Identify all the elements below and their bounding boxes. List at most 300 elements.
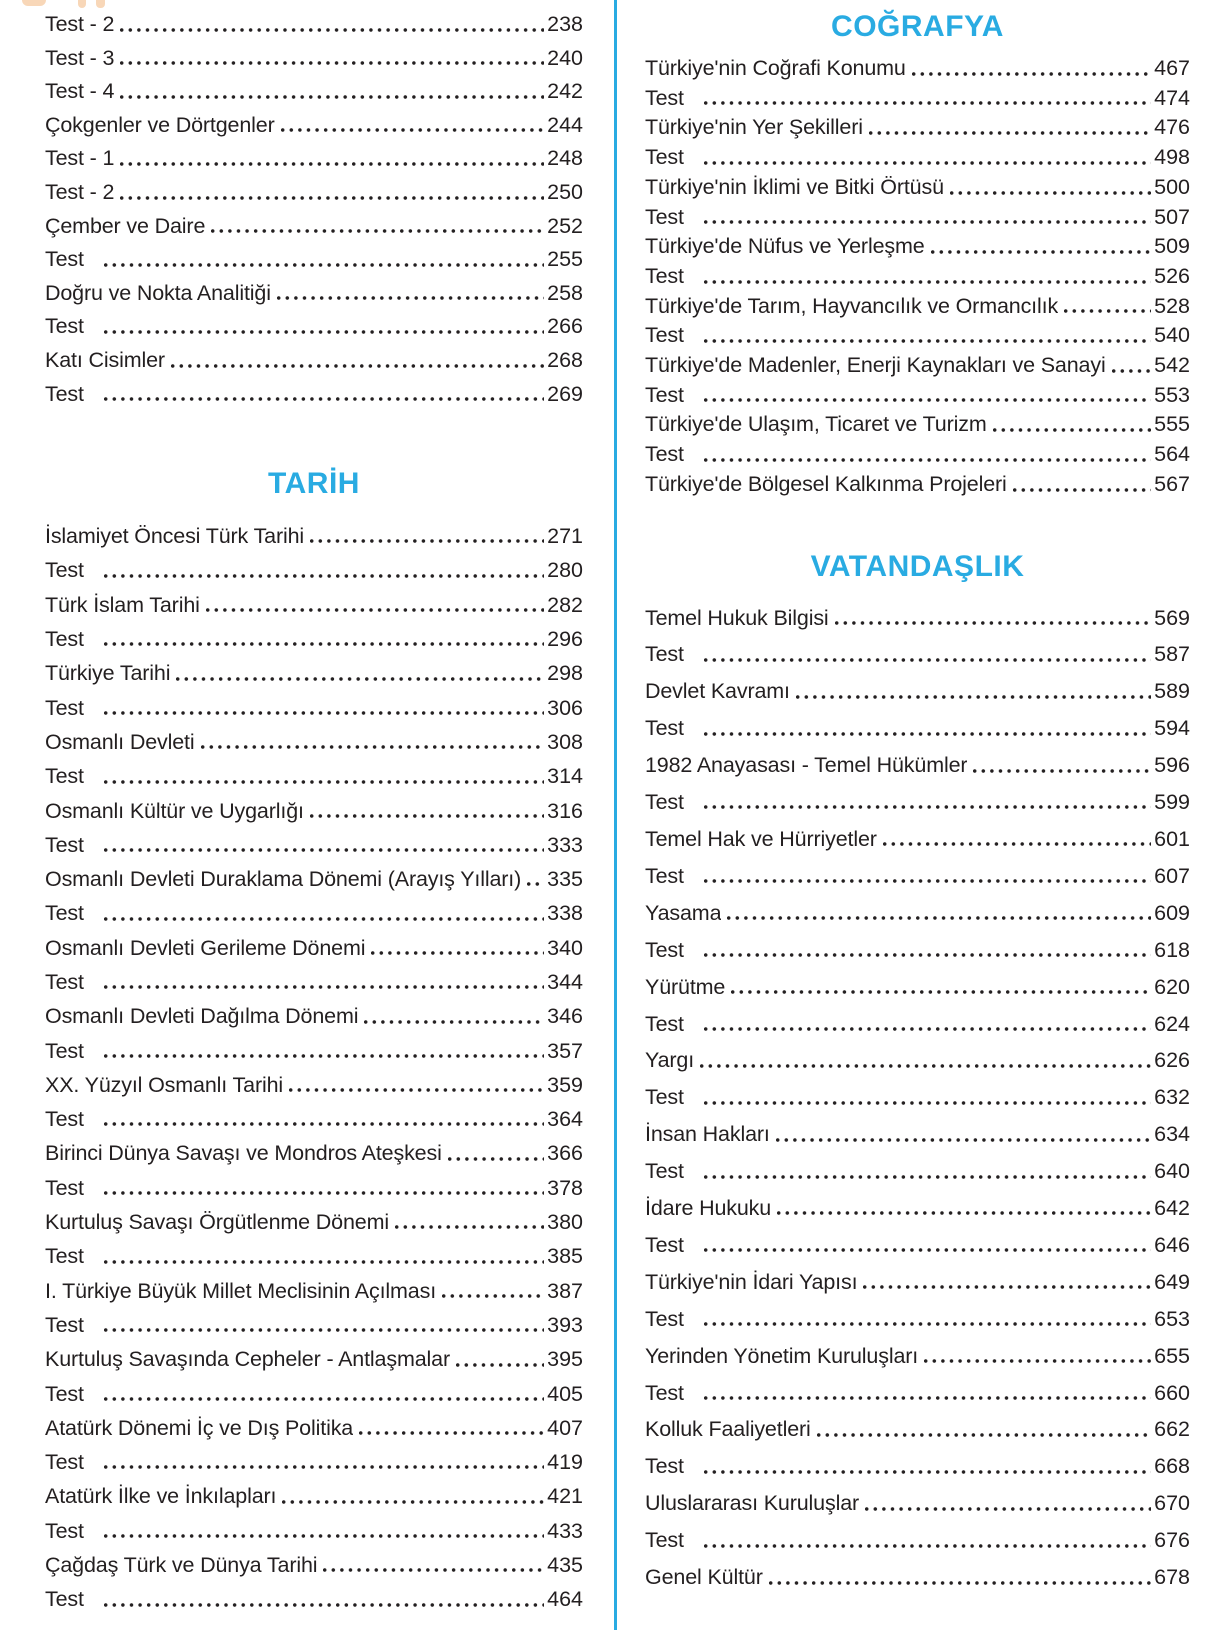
toc-row: [645, 710, 1190, 747]
toc-row: [45, 243, 583, 277]
toc-row: [45, 1136, 583, 1170]
toc-entry-page: 380: [547, 1210, 583, 1235]
toc-row: [645, 1042, 1190, 1079]
toc-entry-title: Test: [645, 1528, 684, 1553]
toc-row: [645, 1338, 1190, 1375]
toc-row: [645, 600, 1190, 637]
toc-entry-page: 589: [1154, 679, 1190, 704]
toc-entry-title: Test: [45, 627, 84, 652]
toc-row: [645, 1264, 1190, 1301]
dot-leader: [104, 397, 544, 401]
torn-edge-artifact: [78, 0, 86, 8]
section-header: VATANDAŞLIK: [810, 549, 1025, 583]
dot-leader: [281, 128, 545, 132]
toc-entry-page: 282: [547, 592, 583, 617]
toc-row: [45, 1068, 583, 1102]
toc-entry-title: Türkiye'de Madenler, Enerji Kaynakları ve Sanayi: [645, 353, 1106, 378]
toc-row: [645, 1522, 1190, 1559]
toc-row: [45, 1411, 583, 1445]
toc-entry-title: Türkiye Tarihi: [45, 661, 171, 686]
toc-entry-page: 405: [547, 1381, 583, 1406]
toc-row: [45, 1034, 583, 1068]
toc-entry-title: Test: [645, 1159, 684, 1184]
dot-leader: [863, 1285, 1151, 1289]
dot-leader: [176, 677, 544, 681]
toc-entry-title: Test: [645, 204, 684, 229]
dot-leader: [104, 985, 544, 989]
toc-row: [45, 931, 583, 965]
toc-entry-title: Test: [645, 1306, 684, 1331]
dot-leader: [950, 191, 1151, 195]
dot-leader: [704, 1544, 1151, 1548]
toc-row: [45, 1377, 583, 1411]
toc-entry-page: 660: [1154, 1380, 1190, 1405]
section-header: TARİH: [268, 467, 360, 501]
dot-leader: [835, 621, 1152, 625]
toc-row: [45, 828, 583, 862]
toc-entry-page: 540: [1154, 323, 1190, 348]
dot-leader: [704, 101, 1151, 105]
toc-entry-title: Türkiye'nin İklimi ve Bitki Örtüsü: [645, 174, 944, 199]
toc-row: [645, 54, 1190, 84]
toc-entry-title: Test - 1: [45, 146, 115, 171]
toc-entry-title: Test: [645, 863, 684, 888]
toc-row: [45, 794, 583, 828]
toc-entry-page: 393: [547, 1312, 583, 1337]
toc-entry-title: Test - 4: [45, 79, 115, 104]
toc-section: [645, 8, 1190, 500]
toc-row: [45, 378, 583, 412]
toc-entry-page: 258: [547, 280, 583, 305]
toc-entry-title: Test: [45, 1107, 84, 1132]
column-divider: [614, 0, 617, 1630]
toc-entry-page: 364: [547, 1107, 583, 1132]
toc-row: [645, 381, 1190, 411]
dot-leader: [442, 1294, 544, 1298]
toc-row: [645, 1485, 1190, 1522]
toc-entry-page: 620: [1154, 974, 1190, 999]
dot-leader: [120, 61, 544, 65]
dot-leader: [704, 805, 1151, 809]
toc-entry-title: Kurtuluş Savaşında Cepheler - Antlaşmalar: [45, 1347, 450, 1372]
toc-entry-title: Katı Cisimler: [45, 347, 165, 372]
toc-row: [645, 1411, 1190, 1448]
toc-row: [45, 759, 583, 793]
toc-entry-page: 642: [1154, 1196, 1190, 1221]
toc-row: [645, 292, 1190, 322]
toc-entry-page: 346: [547, 1004, 583, 1029]
toc-entry-page: 366: [547, 1141, 583, 1166]
dot-leader: [104, 574, 544, 578]
toc-row: [45, 42, 583, 76]
toc-entry-page: 306: [547, 695, 583, 720]
dot-leader: [704, 732, 1151, 736]
dot-leader: [704, 658, 1151, 662]
toc-entry-title: İslamiyet Öncesi Türk Tarihi: [45, 524, 305, 549]
toc-entry-page: 509: [1154, 234, 1190, 259]
toc-entry-title: Yürütme: [645, 974, 726, 999]
toc-entry-page: 507: [1154, 204, 1190, 229]
dot-leader: [104, 1603, 544, 1607]
toc-row: [45, 310, 583, 344]
toc-entry-page: 266: [547, 314, 583, 339]
toc-row: [645, 821, 1190, 858]
dot-leader: [104, 1397, 544, 1401]
toc-entry-title: Test: [645, 263, 684, 288]
toc-section: [45, 8, 583, 411]
toc-entry-page: 678: [1154, 1565, 1190, 1590]
dot-leader: [104, 1328, 544, 1332]
toc-entry-page: 609: [1154, 900, 1190, 925]
toc-entry-title: Çokgenler ve Dörtgenler: [45, 112, 275, 137]
toc-entry-page: 555: [1154, 412, 1190, 437]
toc-entry-page: 316: [547, 798, 583, 823]
toc-entry-page: 601: [1154, 826, 1190, 851]
toc-entry-page: 433: [547, 1518, 583, 1543]
dot-leader: [120, 28, 544, 32]
toc-entry-page: 271: [547, 524, 583, 549]
toc-entry-page: 618: [1154, 937, 1190, 962]
toc-entry-title: Osmanlı Kültür ve Uygarlığı: [45, 798, 304, 823]
toc-entry-title: Birinci Dünya Savaşı ve Mondros Ateşkesi: [45, 1141, 442, 1166]
toc-row: [45, 1102, 583, 1136]
toc-entry-title: Temel Hak ve Hürriyetler: [645, 826, 877, 851]
toc-entry-title: Genel Kültür: [645, 1565, 763, 1590]
toc-row: [645, 895, 1190, 932]
dot-leader: [104, 780, 544, 784]
toc-entry-title: Yargı: [645, 1048, 695, 1073]
toc-entry-title: Test: [645, 716, 684, 741]
toc-entry-page: 653: [1154, 1306, 1190, 1331]
toc-entry-page: 528: [1154, 293, 1190, 318]
toc-row: [45, 622, 583, 656]
toc-section: [645, 548, 1190, 1596]
toc-entry-title: Türkiye'nin Yer Şekilleri: [645, 115, 863, 140]
toc-entry-page: 498: [1154, 145, 1190, 170]
toc-row: [45, 1205, 583, 1239]
toc-entry-title: Doğru ve Nokta Analitiği: [45, 280, 271, 305]
dot-leader: [731, 990, 1151, 994]
toc-entry-title: XX. Yüzyıl Osmanlı Tarihi: [45, 1072, 284, 1097]
toc-row: [645, 440, 1190, 470]
toc-entry-title: Kurtuluş Savaşı Örgütlenme Dönemi: [45, 1210, 389, 1235]
toc-entry-page: 340: [547, 935, 583, 960]
toc-row: [45, 1342, 583, 1376]
toc-entry-title: İdare Hukuku: [645, 1196, 772, 1221]
toc-row: [45, 277, 583, 311]
toc-row: [45, 1274, 583, 1308]
dot-leader: [120, 95, 544, 99]
toc-entry-title: Test: [45, 1587, 84, 1612]
toc-entry-page: 542: [1154, 353, 1190, 378]
toc-entry-page: 564: [1154, 442, 1190, 467]
toc-entry-title: Test: [645, 790, 684, 815]
dot-leader: [704, 1396, 1151, 1400]
toc-row: [45, 75, 583, 109]
toc-entry-title: Devlet Kavramı: [645, 679, 790, 704]
toc-entry-title: Test: [45, 558, 84, 583]
toc-entry-page: 596: [1154, 753, 1190, 778]
toc-entry-page: 553: [1154, 382, 1190, 407]
toc-entry-page: 378: [547, 1175, 583, 1200]
toc-row: [45, 344, 583, 378]
toc-entry-title: Test: [45, 764, 84, 789]
toc-entry-title: Atatürk Dönemi İç ve Dış Politika: [45, 1415, 354, 1440]
toc-row: [645, 1079, 1190, 1116]
toc-entry-page: 594: [1154, 716, 1190, 741]
toc-entry-page: 634: [1154, 1122, 1190, 1147]
toc-entry-title: Test: [645, 1085, 684, 1110]
toc-entry-title: Test: [645, 1011, 684, 1036]
toc-row: [45, 1582, 583, 1616]
toc-entry-page: 421: [547, 1484, 583, 1509]
toc-entry-page: 357: [547, 1038, 583, 1063]
toc-row: [45, 725, 583, 759]
dot-leader: [104, 1054, 544, 1058]
dot-leader: [704, 339, 1151, 343]
toc-entry-title: Test: [45, 901, 84, 926]
toc-entry-page: 476: [1154, 115, 1190, 140]
toc-row: [45, 1171, 583, 1205]
toc-row: [645, 969, 1190, 1006]
dot-leader: [277, 296, 544, 300]
dot-leader: [359, 1431, 544, 1435]
toc-entry-title: Test: [645, 1454, 684, 1479]
toc-entry-page: 587: [1154, 642, 1190, 667]
dot-leader: [704, 1470, 1151, 1474]
dot-leader: [1112, 369, 1152, 373]
dot-leader: [289, 1088, 544, 1092]
dot-leader: [1013, 488, 1151, 492]
toc-entry-title: Türk İslam Tarihi: [45, 592, 200, 617]
dot-leader: [777, 1211, 1151, 1215]
dot-leader: [323, 1568, 544, 1572]
toc-row: [645, 1448, 1190, 1485]
toc-entry-title: Kolluk Faaliyetleri: [645, 1417, 811, 1442]
dot-leader: [704, 1101, 1151, 1105]
toc-entry-title: Test: [45, 1038, 84, 1063]
toc-entry-title: Test: [45, 1518, 84, 1543]
toc-entry-page: 569: [1154, 605, 1190, 630]
dot-leader: [869, 131, 1151, 135]
toc-entry-page: 238: [547, 12, 583, 36]
dot-leader: [704, 161, 1151, 165]
dot-leader: [104, 1122, 544, 1126]
toc-row: [645, 784, 1190, 821]
toc-entry-page: 632: [1154, 1085, 1190, 1110]
torn-edge-artifact: [96, 0, 105, 8]
toc-section: [45, 465, 583, 1617]
toc-row: [45, 656, 583, 690]
toc-entry-page: 624: [1154, 1011, 1190, 1036]
dot-leader: [282, 1500, 544, 1504]
toc-entry-page: 280: [547, 558, 583, 583]
dot-leader: [206, 608, 544, 612]
toc-entry-page: 500: [1154, 174, 1190, 199]
dot-leader: [704, 220, 1151, 224]
toc-entry-title: Test - 2: [45, 179, 115, 204]
torn-edge-artifact: [22, 0, 46, 6]
toc-entry-title: Test: [45, 832, 84, 857]
dot-leader: [104, 848, 544, 852]
dot-leader: [211, 229, 544, 233]
toc-row: [645, 173, 1190, 203]
toc-entry-page: 646: [1154, 1232, 1190, 1257]
dot-leader: [456, 1363, 544, 1367]
toc-row: [45, 1445, 583, 1479]
toc-entry-title: Test - 2: [45, 12, 115, 36]
dot-leader: [912, 72, 1151, 76]
toc-entry-title: Test: [645, 442, 684, 467]
toc-entry-title: Osmanlı Devleti Duraklama Dönemi (Arayış Yılları): [45, 867, 522, 892]
toc-entry-page: 255: [547, 247, 583, 272]
toc-row: [45, 210, 583, 244]
dot-leader: [769, 1581, 1151, 1585]
toc-entry-title: Atatürk İlke ve İnkılapları: [45, 1484, 277, 1509]
dot-leader: [704, 1322, 1151, 1326]
dot-leader: [924, 1359, 1151, 1363]
toc-entry-title: İnsan Hakları: [645, 1122, 770, 1147]
toc-row: [45, 142, 583, 176]
toc-entry-title: Türkiye'de Ulaşım, Ticaret ve Turizm: [645, 412, 987, 437]
toc-row: [45, 1514, 583, 1548]
toc-row: [645, 1301, 1190, 1338]
toc-entry-page: 599: [1154, 790, 1190, 815]
toc-entry-page: 670: [1154, 1491, 1190, 1516]
toc-entry-title: Test: [45, 1175, 84, 1200]
toc-entry-title: Osmanlı Devleti Dağılma Dönemi: [45, 1004, 359, 1029]
toc-entry-title: Osmanlı Devleti Gerileme Dönemi: [45, 935, 366, 960]
toc-row: [45, 999, 583, 1033]
toc-entry-title: Osmanlı Devleti: [45, 729, 195, 754]
dot-leader: [104, 711, 544, 715]
toc-entry-title: 1982 Anayasası - Temel Hükümler: [645, 753, 968, 778]
toc-column-right: [645, 8, 1190, 1596]
dot-leader: [364, 1020, 544, 1024]
toc-row: [645, 410, 1190, 440]
toc-entry-title: Türkiye'nin Coğrafi Konumu: [645, 56, 906, 80]
toc-entry-page: 314: [547, 764, 583, 789]
toc-entry-title: Temel Hukuk Bilgisi: [645, 605, 829, 630]
dot-leader: [171, 364, 544, 368]
toc-entry-title: Test: [45, 314, 84, 339]
toc-entry-page: 385: [547, 1244, 583, 1269]
toc-row: [645, 673, 1190, 710]
toc-entry-page: 467: [1154, 56, 1190, 80]
toc-row: [645, 143, 1190, 173]
dot-leader: [120, 162, 544, 166]
toc-row: [45, 691, 583, 725]
toc-row: [45, 553, 583, 587]
toc-row: [645, 1006, 1190, 1043]
dot-leader: [448, 1157, 544, 1161]
toc-row: [45, 1479, 583, 1513]
toc-entry-title: Test: [45, 381, 84, 406]
toc-entry-title: Türkiye'de Tarım, Hayvancılık ve Ormancılık: [645, 293, 1059, 318]
dot-leader: [704, 879, 1151, 883]
dot-leader: [104, 917, 544, 921]
toc-entry-title: Test: [645, 323, 684, 348]
toc-row: [645, 470, 1190, 500]
toc-entry-page: 407: [547, 1415, 583, 1440]
dot-leader: [865, 1507, 1151, 1511]
toc-entry-page: 338: [547, 901, 583, 926]
dot-leader: [796, 695, 1151, 699]
toc-row: [45, 588, 583, 622]
toc-row: [645, 321, 1190, 351]
toc-entry-page: 626: [1154, 1048, 1190, 1073]
dot-leader: [104, 1191, 544, 1195]
toc-entry-page: 252: [547, 213, 583, 238]
toc-entry-page: 464: [547, 1587, 583, 1612]
toc-entry-title: Uluslararası Kuruluşlar: [645, 1491, 860, 1516]
dot-leader: [727, 916, 1151, 920]
toc-row: [45, 862, 583, 896]
toc-entry-page: 359: [547, 1072, 583, 1097]
dot-leader: [704, 1248, 1151, 1252]
toc-column-left: [45, 8, 583, 1617]
toc-row: [645, 351, 1190, 381]
toc-entry-page: 240: [547, 45, 583, 70]
dot-leader: [704, 398, 1151, 402]
toc-entry-page: 419: [547, 1450, 583, 1475]
toc-row: [45, 109, 583, 143]
dot-leader: [704, 458, 1151, 462]
dot-leader: [704, 280, 1151, 284]
toc-entry-title: Türkiye'de Bölgesel Kalkınma Projeleri: [645, 471, 1007, 496]
toc-entry-page: 244: [547, 112, 583, 137]
toc-entry-page: 269: [547, 381, 583, 406]
toc-entry-page: 250: [547, 179, 583, 204]
dot-leader: [104, 263, 544, 267]
dot-leader: [776, 1138, 1151, 1142]
toc-entry-title: Test: [645, 1232, 684, 1257]
toc-entry-title: Türkiye'de Nüfus ve Yerleşme: [645, 234, 925, 259]
toc-entry-page: 308: [547, 729, 583, 754]
toc-entry-title: Test: [45, 1244, 84, 1269]
toc-row: [645, 636, 1190, 673]
dot-leader: [104, 642, 544, 646]
toc-entry-title: Test: [645, 85, 684, 110]
toc-row: [45, 965, 583, 999]
dot-leader: [104, 1260, 544, 1264]
dot-leader: [527, 882, 544, 886]
toc-entry-page: 474: [1154, 85, 1190, 110]
dot-leader: [993, 428, 1152, 432]
toc-row: [645, 1227, 1190, 1264]
toc-entry-page: 387: [547, 1278, 583, 1303]
toc-row: [645, 1375, 1190, 1412]
toc-row: [645, 1116, 1190, 1153]
toc-row: [645, 262, 1190, 292]
toc-entry-title: Yerinden Yönetim Kuruluşları: [645, 1343, 919, 1368]
toc-entry-page: 676: [1154, 1528, 1190, 1553]
toc-row: [645, 232, 1190, 262]
dot-leader: [973, 769, 1151, 773]
toc-row: [45, 8, 583, 42]
dot-leader: [817, 1433, 1151, 1437]
toc-row: [45, 176, 583, 210]
toc-entry-title: Çağdaş Türk ve Dünya Tarihi: [45, 1553, 318, 1578]
toc-entry-title: Test: [45, 247, 84, 272]
toc-entry-page: 344: [547, 969, 583, 994]
toc-entry-page: 668: [1154, 1454, 1190, 1479]
section-header: COĞRAFYA: [831, 10, 1004, 43]
dot-leader: [104, 330, 544, 334]
toc-row: [645, 1190, 1190, 1227]
toc-entry-title: Test: [45, 695, 84, 720]
dot-leader: [104, 1465, 544, 1469]
